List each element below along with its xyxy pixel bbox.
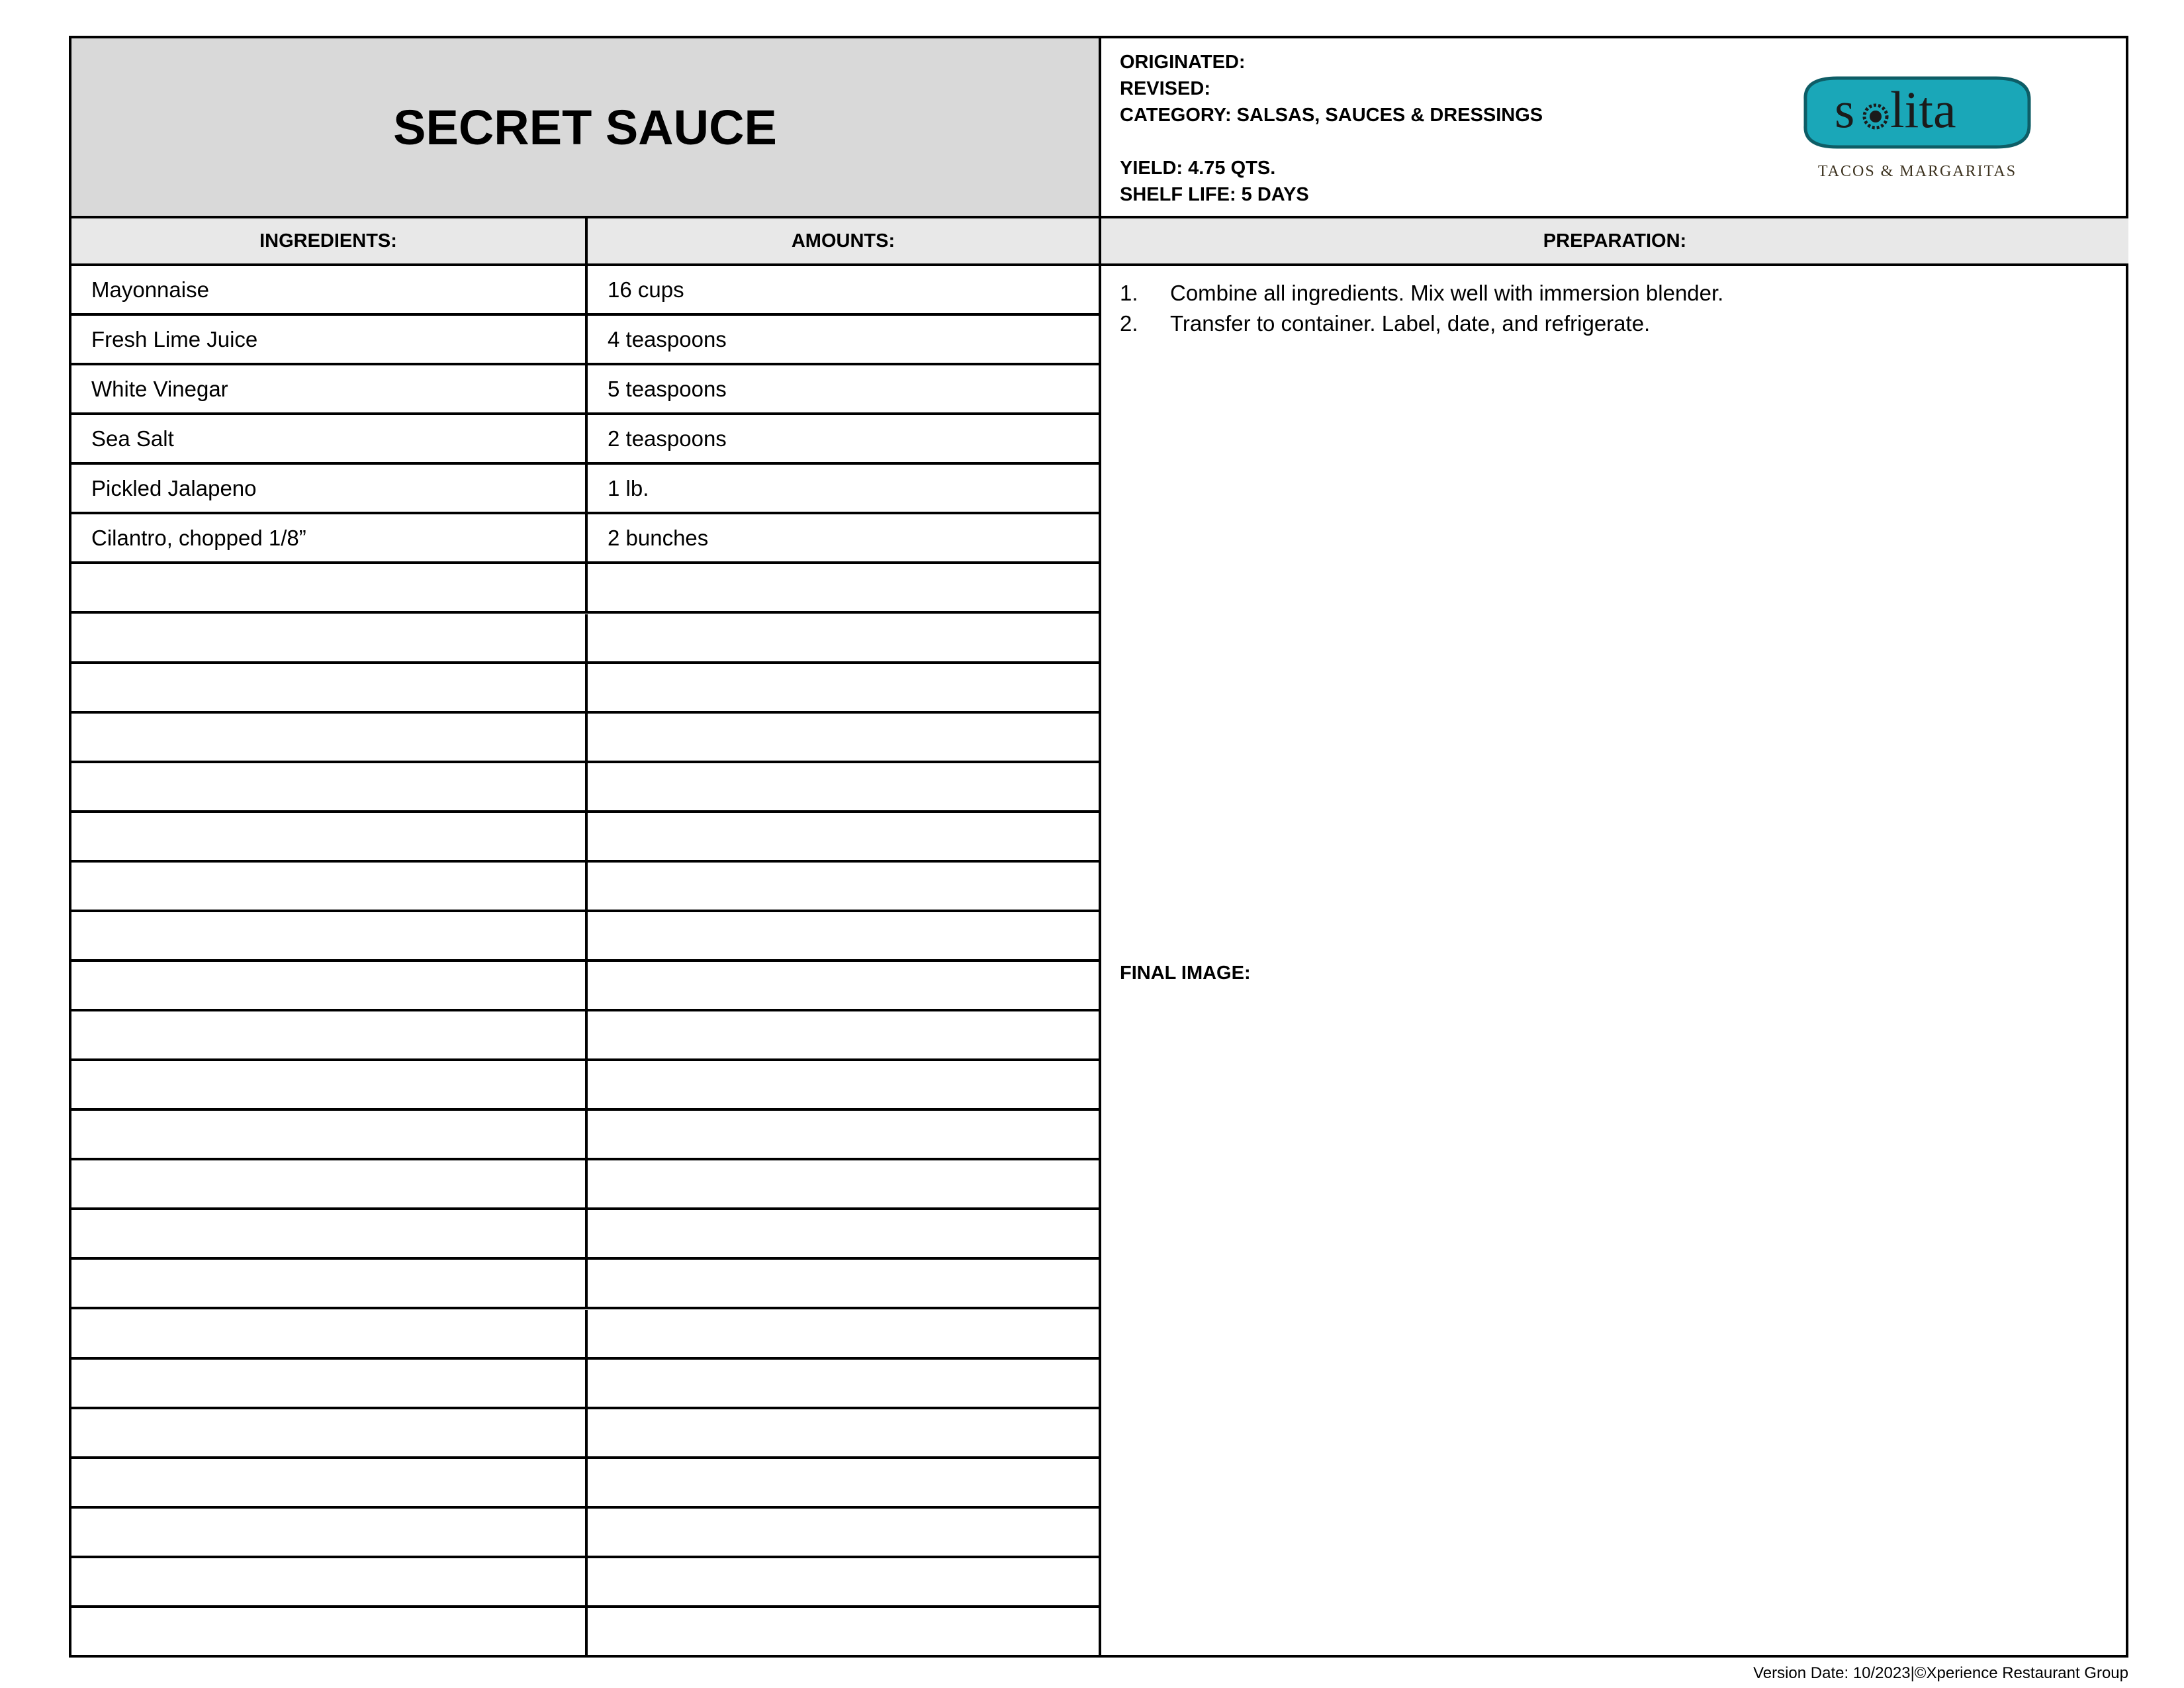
ingredient-amount: 1 lb. [608,475,649,500]
table-row [71,962,1099,1011]
ingredient-name [71,1160,588,1207]
table-row [71,714,1099,763]
ingredient-name [71,1360,588,1407]
table-row [71,813,1099,863]
table-row [71,1111,1099,1160]
svg-text:s: s [1835,81,1855,138]
ingredient-name: Fresh Lime Juice [71,316,588,363]
ingredient-amount [588,1310,1099,1357]
ingredient-amount: 16 cups [608,277,684,302]
step-number: 2. [1120,311,1138,336]
ingredient-amount [588,962,1099,1009]
yield-label: YIELD: 4.75 QTS. [1120,158,1276,179]
table-row [71,365,1099,415]
ingredient-name [71,714,588,761]
ingredient-amount [588,1210,1099,1257]
revised-label: REVISED: [1120,78,1210,99]
ingredient-name: Cilantro, chopped 1/8” [71,514,588,561]
svg-text:lita: lita [1890,81,1956,138]
table-row [71,1260,1099,1309]
ingredient-amount [588,1061,1099,1108]
title-box [71,38,1101,218]
table-row [71,1061,1099,1111]
table-row [71,266,1099,316]
shelf-life-label: SHELF LIFE: 5 DAYS [1120,184,1309,205]
table-row [71,316,1099,365]
ingredient-amount [588,614,1099,661]
ingredient-amount [588,1111,1099,1158]
solita-logo [1797,73,2036,184]
ingredient-name [71,813,588,860]
table-row [71,912,1099,962]
ingredient-amount [588,763,1099,810]
table-row [71,1310,1099,1360]
ingredient-name [71,1409,588,1456]
ingredient-name [71,1608,588,1658]
ingredient-name [71,962,588,1009]
ingredient-name: Mayonnaise [71,266,588,313]
ingredient-name: White Vinegar [71,365,588,412]
table-row [71,1509,1099,1558]
table-row [71,1608,1099,1658]
ingredient-name [71,763,588,810]
ingredient-name: Sea Salt [71,415,588,462]
table-row [71,564,1099,614]
table-row [71,1160,1099,1210]
preparation-section [1101,266,2128,1658]
ingredient-amount: 4 teaspoons [608,326,727,352]
ingredient-name [71,1111,588,1158]
table-row [71,514,1099,564]
ingredient-name [71,1011,588,1058]
ingredient-name [71,863,588,910]
ingredient-name [71,664,588,711]
ingredient-name [71,1061,588,1108]
table-row [71,1011,1099,1061]
ingredient-amount: 5 teaspoons [608,376,727,401]
amounts-header: AMOUNTS: [588,218,1101,266]
ingredient-name [71,564,588,611]
ingredient-amount [588,1608,1099,1658]
ingredient-amount [588,863,1099,910]
table-row [71,415,1099,465]
category-label: CATEGORY: SALSAS, SAUCES & DRESSINGS [1120,105,1543,126]
ingredient-amount [588,1409,1099,1456]
preparation-header: PREPARATION: [1101,218,2128,266]
ingredient-name [71,1509,588,1556]
ingredient-name [71,1459,588,1506]
table-row [71,1210,1099,1260]
preparation-step [1120,278,1723,308]
recipe-title: SECRET SAUCE [393,99,777,155]
step-text: Transfer to container. Label, date, and refrigerate. [1170,311,1651,336]
step-text: Combine all ingredients. Mix well with immersion blender. [1170,281,1724,305]
table-row [71,465,1099,514]
version-footer: Version Date: 10/2023|©Xperience Restaurant Group [1753,1664,2128,1682]
preparation-steps [1120,278,1723,339]
originated-label: ORIGINATED: [1120,52,1246,73]
preparation-step [1120,308,1723,339]
ingredient-amount [588,1558,1099,1605]
ingredient-amount: 2 teaspoons [608,426,727,451]
recipe-card [69,36,2128,1658]
table-row [71,763,1099,813]
ingredient-amount [588,1459,1099,1506]
step-number: 1. [1120,281,1138,305]
final-image-label: FINAL IMAGE: [1120,962,1251,984]
ingredient-name [71,1260,588,1307]
table-row [71,1409,1099,1459]
svg-text:TACOS & MARGARITAS: TACOS & MARGARITAS [1817,163,2017,180]
ingredient-amount [588,1360,1099,1407]
table-row [71,863,1099,912]
ingredient-name [71,1558,588,1605]
table-row [71,1558,1099,1608]
ingredients-table [71,266,1101,1658]
ingredient-amount [588,1160,1099,1207]
ingredient-amount [588,813,1099,860]
recipe-info-box [1101,38,2128,218]
ingredient-amount [588,1011,1099,1058]
ingredient-name [71,912,588,959]
ingredient-amount [588,912,1099,959]
ingredient-amount [588,664,1099,711]
table-row [71,664,1099,714]
ingredient-amount [588,1260,1099,1307]
ingredient-amount: 2 bunches [608,525,709,550]
ingredient-amount [588,714,1099,761]
ingredient-name: Pickled Jalapeno [71,465,588,512]
table-row [71,1459,1099,1509]
ingredient-amount [588,564,1099,611]
ingredient-name [71,614,588,661]
ingredients-header: INGREDIENTS: [71,218,588,266]
ingredient-name [71,1210,588,1257]
ingredient-amount [588,1509,1099,1556]
table-row [71,614,1099,664]
table-row [71,1360,1099,1409]
ingredient-name [71,1310,588,1357]
